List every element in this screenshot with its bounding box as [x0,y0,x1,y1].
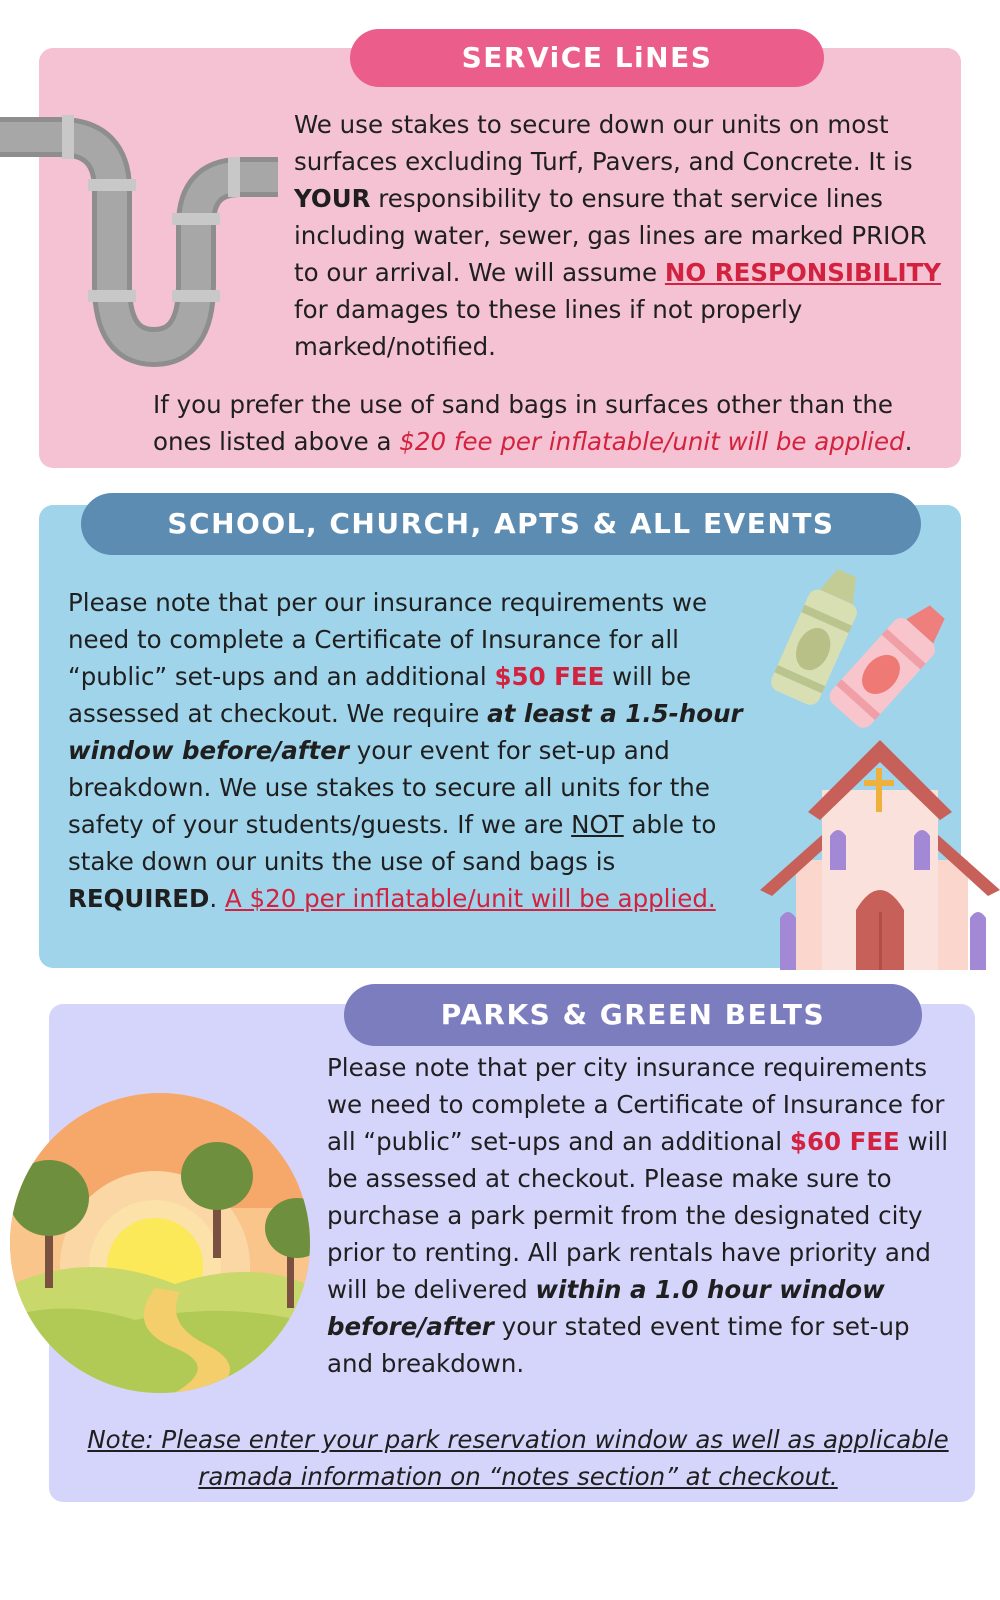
park-landscape-icon [5,1088,315,1398]
school-events-title: SCHOOL, CHURCH, APTS & ALL EVENTS [81,493,921,555]
service-lines-paragraph-2: If you prefer the use of sand bags in surfaces other than the ones listed above a $20 fee per inflatable/unit will be applied. [153,390,913,456]
sixty-fee-text: $60 FEE [789,1127,900,1156]
crayons-icon [755,560,955,760]
sand-bag-fee-text: $20 fee per inflatable/unit will be applied [399,427,905,456]
school-events-paragraph: Please note that per our insurance requirements we need to complete a Certificate of Insurance for all “public” set-ups and an additional $50 FEE will be assessed at checkout. We require at least a 1.5-hour window before/after your event for set-up and breakdown. We use stakes to secure all units for the safety of your students/guests. If we are NOT able to stake down our units the use of sand bags is REQUIRED. A $20 per inflatable/unit will be applied. [68,588,743,913]
no-responsibility-text: NO RESPONSIBILITY [664,258,942,287]
pipe-icon [0,115,280,365]
parks-note: Note: Please enter your park reservation window as well as applicable ramada information on “notes section” at checkout. [87,1425,949,1491]
sand-bag-fee-text: A $20 per inflatable/unit will be applied. [224,884,716,913]
service-lines-title: SERViCE LiNES [350,29,824,87]
service-lines-paragraph-1: We use stakes to secure down our units on most surfaces excluding Turf, Pavers, and Concrete. It is YOUR responsibility to ensure that service lines including water, sewer, gas lines are marked PRIOR to our arrival. We will assume NO RESPONSIBILITY for damages to these lines if not properly marked/notified. [294,110,942,361]
church-icon [760,740,1000,970]
fifty-fee-text: $50 FEE [494,662,605,691]
parks-title: PARKS & GREEN BELTS [344,984,922,1046]
parks-paragraph: Please note that per city insurance requirements we need to complete a Certificate of Insurance for all “public” set-ups and an additional $60 FEE will be assessed at checkout. Please make sure to purchase a park permit from the designated city prior to renting. All park rentals have priority and will be delivered within a 1.0 hour window before/after your stated event time for set-up and breakdown. [327,1053,949,1378]
